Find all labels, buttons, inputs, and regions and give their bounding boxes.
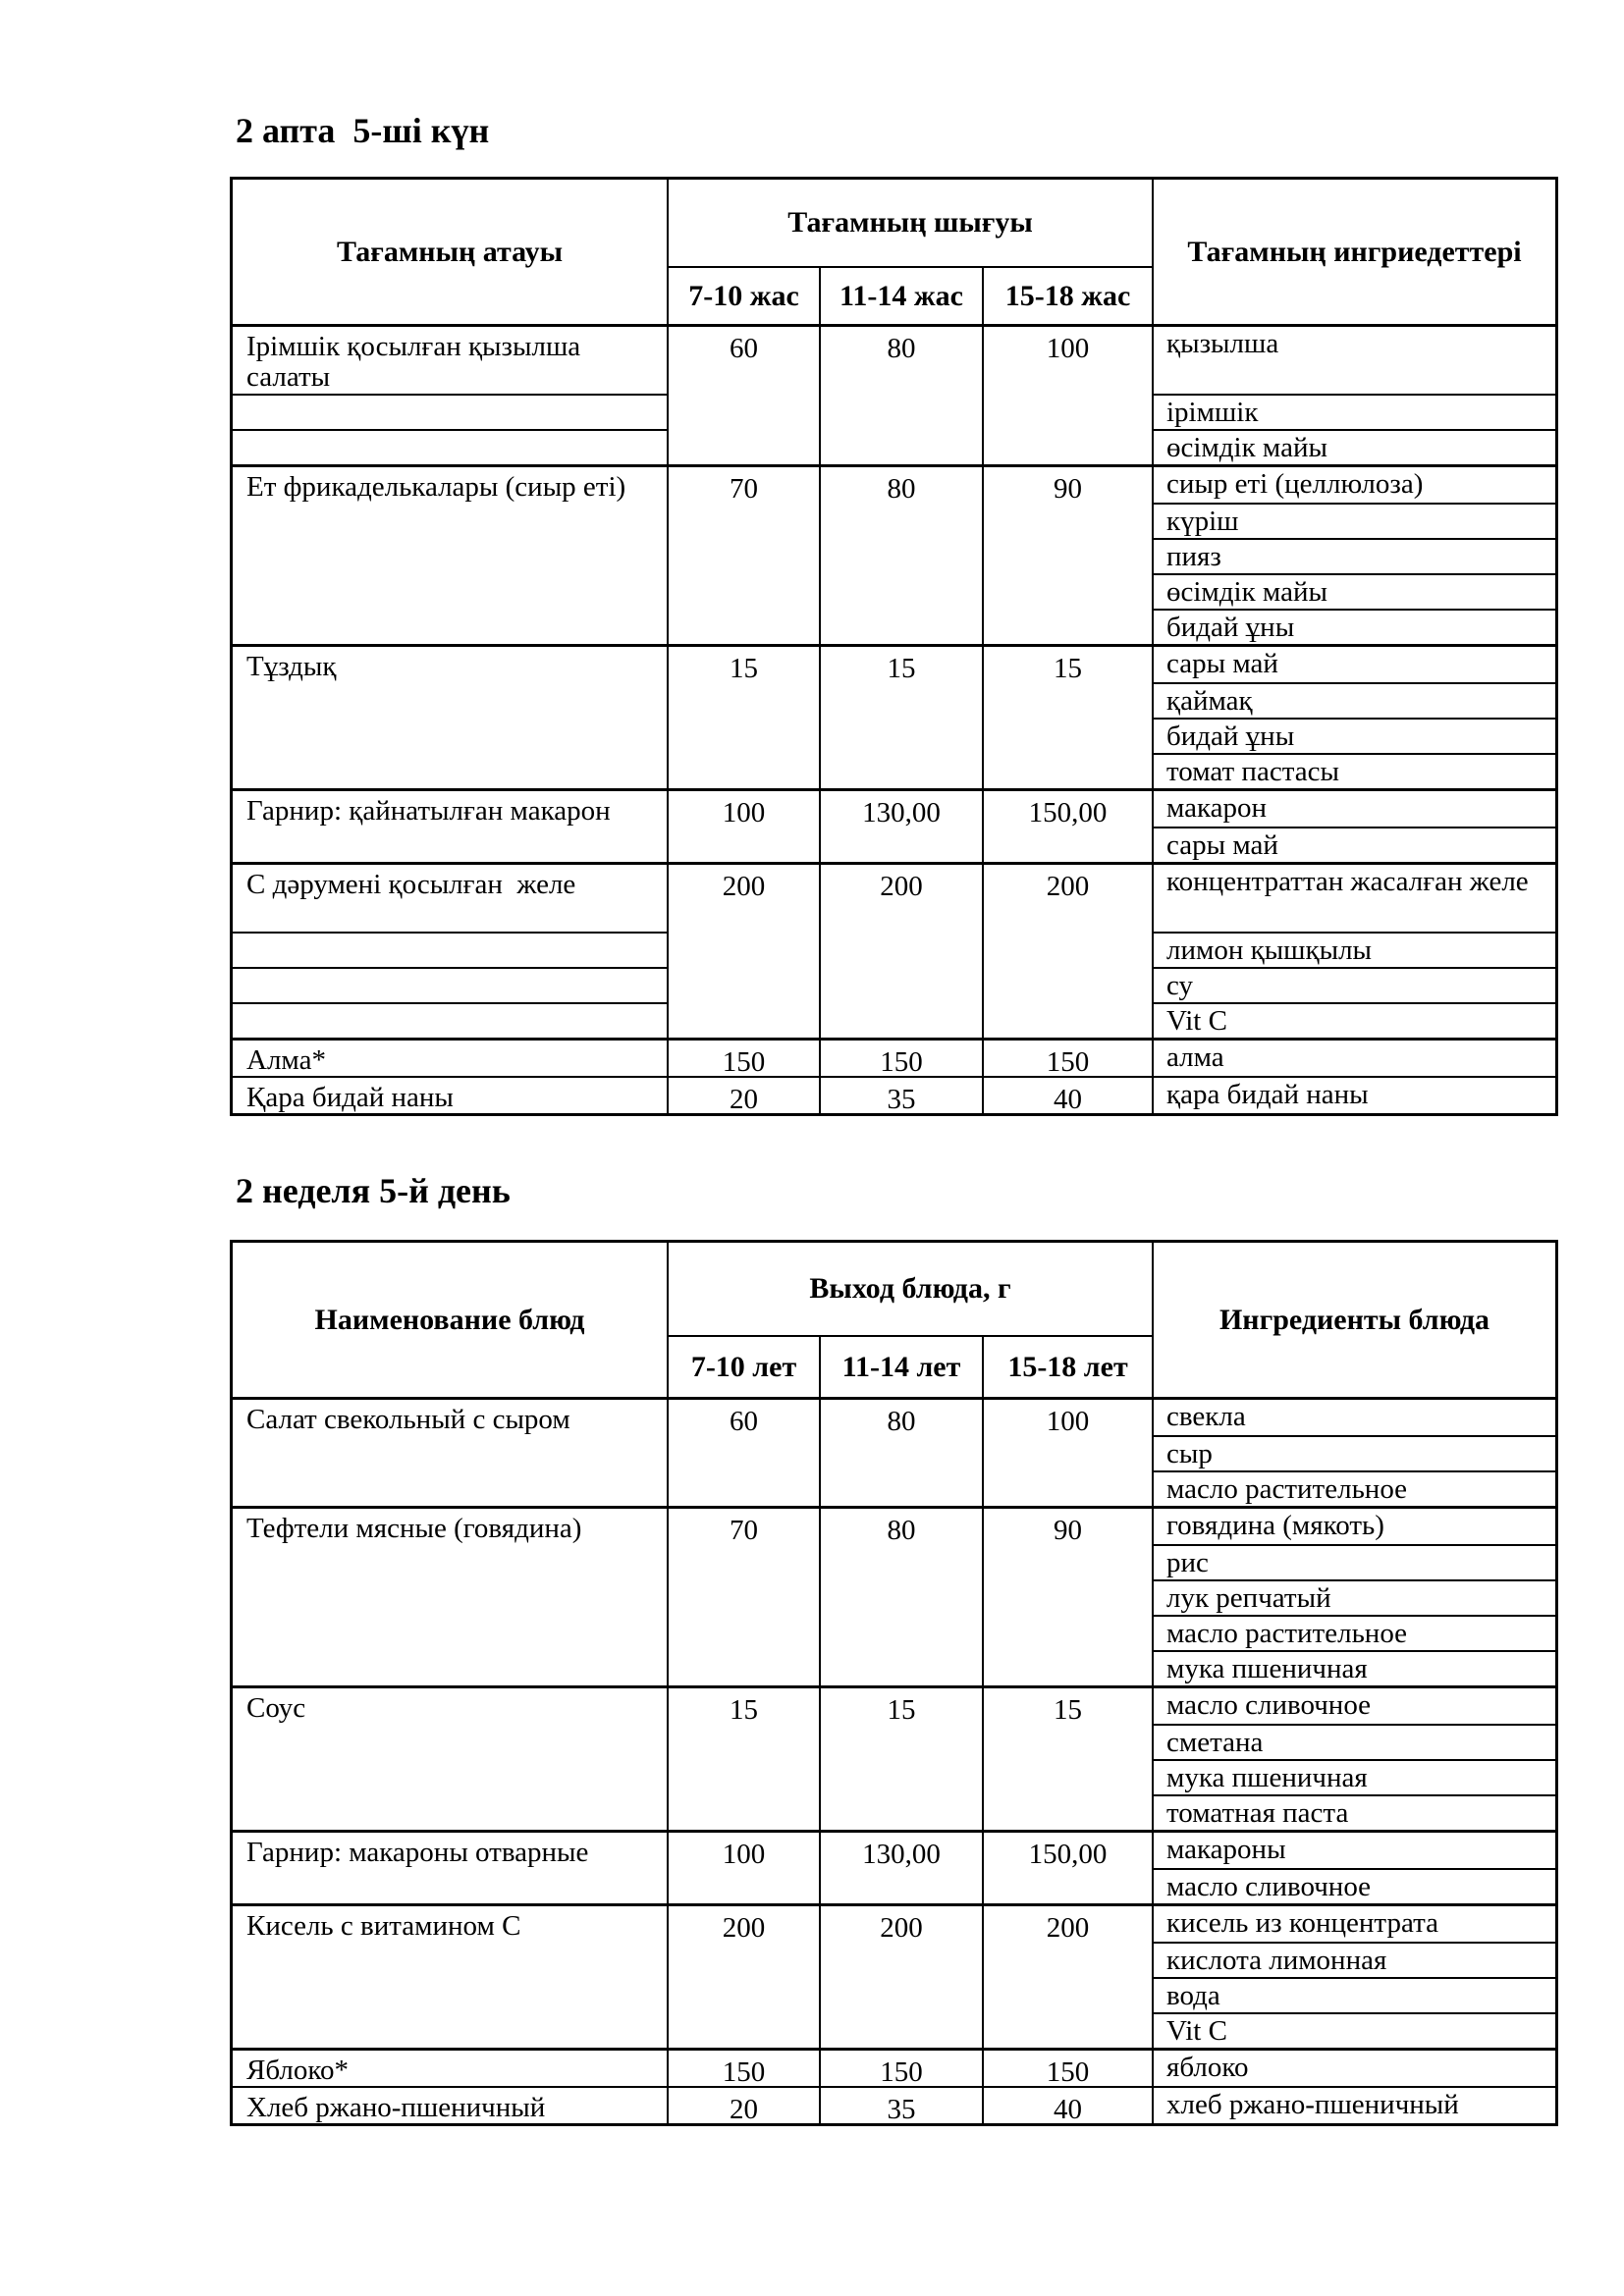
portion-age2-cell: 80: [821, 467, 984, 644]
empty-subrow-cell: [233, 967, 669, 1002]
portion-age1-cell: 15: [669, 1688, 821, 1830]
portion-age1-cell: 150: [669, 2051, 821, 2086]
ingredient-cell: сиыр еті (целлюлоза): [1166, 468, 1424, 500]
table-row: [233, 2088, 1555, 2123]
ingredient-cell: свекла: [1166, 1401, 1246, 1432]
portion-age3-cell: 90: [984, 1509, 1154, 1685]
portion-age1-cell: 15: [669, 647, 821, 788]
ingredient-cell: су: [1154, 967, 1555, 1002]
ingredient-cell: кисель из концентрата: [1166, 1907, 1438, 1939]
portion-age2-cell: 150: [821, 1041, 984, 1076]
table-row: [233, 1688, 1555, 1833]
ingredient-cell: Vit C: [1154, 2012, 1555, 2048]
portion-age2-cell: 15: [821, 647, 984, 788]
ingredient-cell: Vit C: [1154, 1002, 1555, 1038]
portion-age2-cell: 35: [821, 1078, 984, 1113]
portion-age1-cell: 70: [669, 467, 821, 644]
kazakh-menu-table: [230, 177, 1558, 1116]
portion-age2-cell: 80: [821, 327, 984, 464]
portion-age3-cell: 100: [984, 1400, 1154, 1506]
output-header: Тағамның шығуы: [669, 180, 1154, 268]
table-row: [233, 467, 1555, 647]
dish-name-cell: Кисель с витамином С: [233, 1906, 669, 2048]
ingredient-cell: сары май: [1166, 648, 1278, 679]
table-row: [233, 791, 1555, 865]
ingredient-cell: қара бидай наны: [1166, 1079, 1369, 1110]
dish-name-cell: Хлеб ржано-пшеничный: [233, 2088, 669, 2123]
portion-age3-cell: 15: [984, 647, 1154, 788]
portion-age3-cell: 150,00: [984, 791, 1154, 862]
table-row: [233, 1400, 1555, 1509]
ingredient-cell: хлеб ржано-пшеничный: [1166, 2089, 1459, 2120]
portion-age1-cell: 70: [669, 1509, 821, 1685]
ingredient-cell: макарон: [1166, 792, 1268, 824]
portion-age1-cell: 60: [669, 1400, 821, 1506]
ingredient-cell: мука пшеничная: [1154, 1650, 1555, 1685]
dish-name-cell: Қара бидай наны: [233, 1078, 669, 1113]
ingredient-cell: лук репчатый: [1154, 1579, 1555, 1615]
russian-table-header: [233, 1243, 1555, 1400]
ingredient-cell: сметана: [1154, 1724, 1555, 1759]
ingredient-cell: бидай ұны: [1154, 609, 1555, 644]
ingredient-cell: вода: [1154, 1977, 1555, 2012]
ingredient-cell: пияз: [1154, 538, 1555, 573]
portion-age1-cell: 200: [669, 1906, 821, 2048]
ingredient-cell: сары май: [1154, 827, 1555, 862]
table-row: [233, 647, 1555, 791]
dish-name-cell: Салат свекольный с сыром: [233, 1400, 669, 1506]
portion-age1-cell: 100: [669, 1833, 821, 1903]
ingredient-cell: күріш: [1154, 503, 1555, 538]
ingredient-cell: масло сливочное: [1154, 1868, 1555, 1903]
ingredient-cell: өсімдік майы: [1154, 573, 1555, 609]
table-row: [233, 1078, 1555, 1113]
ingredient-cell: говядина (мякоть): [1166, 1510, 1384, 1541]
ingredient-cell: томатная паста: [1154, 1794, 1555, 1830]
ingredient-cell: макароны: [1166, 1834, 1286, 1865]
ingredient-cell: мука пшеничная: [1154, 1759, 1555, 1794]
portion-age2-cell: 150: [821, 2051, 984, 2086]
dish-name-header: Тағамның атауы: [233, 180, 669, 324]
table-row: [233, 327, 1555, 467]
ingredients-header: Тағамның ингриедеттері: [1187, 235, 1522, 268]
ingredient-cell: лимон қышқылы: [1154, 932, 1555, 967]
portion-age2-cell: 80: [821, 1509, 984, 1685]
empty-subrow-cell: [233, 429, 669, 464]
table-row: [233, 1509, 1555, 1688]
ingredient-cell: рис: [1154, 1544, 1555, 1579]
ingredient-cell: қаймақ: [1154, 682, 1555, 718]
ingredient-cell: өсімдік майы: [1154, 429, 1555, 464]
dish-name-cell: С дәрумені қосылған желе: [233, 865, 669, 932]
ingredient-cell: қызылша: [1166, 328, 1279, 359]
table-row: [233, 1833, 1555, 1906]
portion-age3-cell: 150: [984, 1041, 1154, 1076]
dish-name-cell: Соус: [233, 1688, 669, 1830]
dish-name-cell: Ет фрикаделькалары (сиыр еті): [233, 467, 669, 644]
ingredient-cell: бидай ұны: [1154, 718, 1555, 753]
table-row: [233, 1906, 1555, 2051]
portion-age2-cell: 130,00: [821, 1833, 984, 1903]
ingredient-cell: яблоко: [1166, 2052, 1249, 2083]
portion-age3-cell: 150: [984, 2051, 1154, 2086]
table-row: [233, 865, 1555, 1041]
portion-age1-cell: 20: [669, 2088, 821, 2123]
portion-age3-cell: 40: [984, 2088, 1154, 2123]
empty-subrow-cell: [233, 394, 669, 429]
portion-age3-cell: 90: [984, 467, 1154, 644]
portion-age2-cell: 200: [821, 865, 984, 1038]
section1-title: 2 апта 5-ші күн: [236, 111, 490, 150]
portion-age3-cell: 15: [984, 1688, 1154, 1830]
ingredient-cell: масло сливочное: [1166, 1689, 1372, 1721]
age-col-header-1: 7-10 лет: [669, 1337, 821, 1397]
portion-age2-cell: 200: [821, 1906, 984, 2048]
ingredient-cell: алма: [1166, 1041, 1224, 1073]
age-col-header-3: 15-18 жас: [984, 268, 1154, 324]
ingredient-cell: масло растительное: [1154, 1615, 1555, 1650]
ingredient-cell: кислота лимонная: [1154, 1942, 1555, 1977]
age-col-header-2: 11-14 жас: [821, 268, 984, 324]
portion-age1-cell: 20: [669, 1078, 821, 1113]
ingredient-cell: концентраттан жасалған желе: [1166, 866, 1529, 897]
dish-name-cell: Гарнир: макароны отварные: [233, 1833, 669, 1903]
kazakh-table-header: [233, 180, 1555, 327]
ingredient-cell: томат пастасы: [1154, 753, 1555, 788]
portion-age3-cell: 200: [984, 1906, 1154, 2048]
empty-subrow-cell: [233, 932, 669, 967]
portion-age2-cell: 130,00: [821, 791, 984, 862]
portion-age3-cell: 200: [984, 865, 1154, 1038]
dish-name-cell: Ірімшік қосылған қызылша салаты: [233, 327, 669, 394]
ingredient-cell: ірімшік: [1154, 394, 1555, 429]
dish-name-cell: Гарнир: қайнатылған макарон: [233, 791, 669, 862]
russian-menu-table: [230, 1240, 1558, 2126]
output-header: Выход блюда, г: [669, 1243, 1154, 1337]
portion-age1-cell: 200: [669, 865, 821, 1038]
age-col-header-2: 11-14 лет: [821, 1337, 984, 1397]
table-row: [233, 1041, 1555, 1078]
dish-name-cell: Тұздық: [233, 647, 669, 788]
portion-age1-cell: 60: [669, 327, 821, 464]
empty-subrow-cell: [233, 1002, 669, 1038]
age-col-header-3: 15-18 лет: [984, 1337, 1154, 1397]
portion-age2-cell: 80: [821, 1400, 984, 1506]
ingredient-cell: масло растительное: [1154, 1470, 1555, 1506]
ingredient-cell: сыр: [1154, 1435, 1555, 1470]
portion-age1-cell: 100: [669, 791, 821, 862]
portion-age3-cell: 150,00: [984, 1833, 1154, 1903]
portion-age3-cell: 40: [984, 1078, 1154, 1113]
dish-name-cell: Яблоко*: [233, 2051, 669, 2086]
dish-name-cell: Алма*: [233, 1041, 669, 1076]
table-row: [233, 2051, 1555, 2088]
portion-age2-cell: 15: [821, 1688, 984, 1830]
dish-name-cell: Тефтели мясные (говядина): [233, 1509, 669, 1685]
dish-name-header: Наименование блюд: [233, 1243, 669, 1397]
portion-age3-cell: 100: [984, 327, 1154, 464]
age-col-header-1: 7-10 жас: [669, 268, 821, 324]
portion-age2-cell: 35: [821, 2088, 984, 2123]
section2-title: 2 неделя 5-й день: [236, 1171, 511, 1210]
portion-age1-cell: 150: [669, 1041, 821, 1076]
ingredients-header: Ингредиенты блюда: [1218, 1303, 1490, 1336]
